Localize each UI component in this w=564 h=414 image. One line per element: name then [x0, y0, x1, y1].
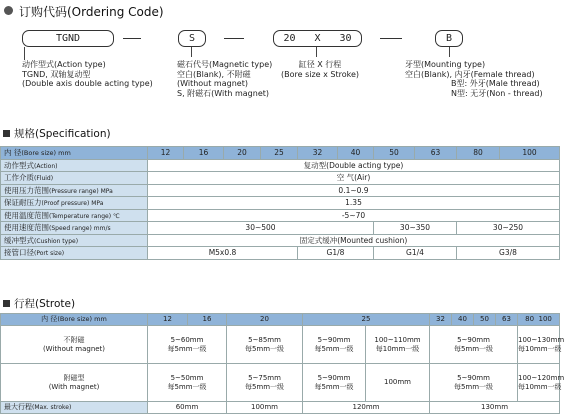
- bore-size-cell: 63: [415, 147, 457, 160]
- stroke-row-label: 不附磁 (Without magnet): [1, 326, 148, 364]
- spec-row-label: 接管口径(Port size): [1, 247, 148, 260]
- stroke-cell: 5~50mm 每5mm一级: [148, 364, 227, 402]
- stroke-row-no-magnet: [1, 326, 560, 364]
- stroke-header-label: 内 径(Bore size) mm: [1, 314, 148, 326]
- spec-row-fluid: [1, 172, 560, 185]
- stroke-row-max: [1, 402, 560, 414]
- thread-type-legend: 牙型(Mounting type) 空白(Blank), 内牙(Female thread) B型: 外牙(Male thread) N型: 无牙(Non - thread): [405, 60, 543, 98]
- stroke-cell: 130mm: [430, 402, 560, 414]
- stroke-cell: 5~60mm 每5mm一级: [148, 326, 227, 364]
- stroke-cell: 5~75mm 每5mm一级: [227, 364, 303, 402]
- action-type-legend: 动作型式(Action type) TGND, 双轴复动型 (Double axis double acting type): [22, 60, 153, 89]
- spec-value: 30~250: [457, 222, 560, 235]
- stroke-row-label: 附磁型 (With magnet): [1, 364, 148, 402]
- bore-size-cell: 50: [374, 147, 415, 160]
- stroke-cell: 5~90mm 每5mm一级: [303, 326, 366, 364]
- spec-value: 空 气(Air): [148, 172, 560, 185]
- spec-value: 30~500: [148, 222, 374, 235]
- code-dash: [224, 38, 244, 39]
- code-magnet: S: [188, 33, 196, 44]
- bore-size-cell: 16: [184, 147, 224, 160]
- stroke-cell: 100~110mm 每10mm一级: [366, 326, 430, 364]
- connector-line: [191, 47, 192, 57]
- spec-value: G1/4: [374, 247, 457, 260]
- code-thread: B: [445, 33, 453, 44]
- spec-row-label: 缓冲型式(Cushion type): [1, 234, 148, 247]
- bore-size-cell: 63: [496, 314, 518, 326]
- bore-size-cell: 100: [500, 147, 560, 160]
- bore-size-cell: 50: [474, 314, 496, 326]
- spec-row-cushion: [1, 234, 560, 247]
- bore-size-cell: 25: [303, 314, 430, 326]
- code-bore-stroke-box: [273, 30, 362, 47]
- stroke-cell: 100~120mm 每10mm一级: [518, 364, 560, 402]
- spec-header-label: 内 径(Bore size) mm: [1, 147, 148, 160]
- bore-size-cell: 25: [261, 147, 298, 160]
- bore-size-cell: 12: [148, 314, 188, 326]
- stroke-table: [0, 313, 564, 414]
- connector-line: [24, 47, 25, 60]
- stroke-row-magnet: [1, 364, 560, 402]
- bore-size-cell: 16: [188, 314, 227, 326]
- spec-value: 0.1~0.9: [148, 184, 560, 197]
- stroke-cell: 5~85mm 每5mm一级: [227, 326, 303, 364]
- stroke-cell: 60mm: [148, 402, 227, 414]
- spec-value: 30~350: [374, 222, 457, 235]
- bore-size-cell: 80 100: [518, 314, 560, 326]
- bore-size-cell: 40: [452, 314, 474, 326]
- bore-size-cell: 20: [224, 147, 261, 160]
- code-x: X: [314, 33, 321, 44]
- spec-row-port: [1, 247, 560, 260]
- code-dash: [123, 38, 141, 39]
- spec-row-label: 使用压力范围(Pressure range) MPa: [1, 184, 148, 197]
- spec-row-label: 动作型式(Action): [1, 159, 148, 172]
- stroke-cell: 5~90mm 每5mm一级: [430, 326, 518, 364]
- code-bore: 20: [283, 33, 296, 44]
- stroke-row-label: 最大行程(Max. stroke): [1, 402, 148, 414]
- spec-row-speed: [1, 222, 560, 235]
- bore-size-cell: 32: [298, 147, 338, 160]
- spec-value: G3/8: [457, 247, 560, 260]
- section-bullet-icon: [4, 6, 13, 15]
- bore-size-cell: 32: [430, 314, 452, 326]
- section-bullet-icon: [3, 300, 10, 307]
- code-magnet-box: [178, 30, 206, 47]
- bore-size-cell: 40: [338, 147, 374, 160]
- spec-value: 固定式缓冲(Mounted cushion): [148, 234, 560, 247]
- spec-value: M5x0.8: [148, 247, 298, 260]
- spec-row-proof-pressure: [1, 197, 560, 210]
- stroke-header-row: [1, 314, 560, 326]
- connector-line: [449, 47, 450, 57]
- stroke-cell: 5~90mm 每5mm一级: [303, 364, 366, 402]
- code-dash: [380, 38, 402, 39]
- bore-size-cell: 80: [457, 147, 500, 160]
- stroke-cell: 120mm: [303, 402, 430, 414]
- ordering-code-title: 订购代码(Ordering Code): [19, 5, 164, 19]
- spec-row-label: 使用速度范围(Speed range) mm/s: [1, 222, 148, 235]
- stroke-title: 行程(Strote): [14, 298, 76, 310]
- spec-row-label: 工作介质(Fluid): [1, 172, 148, 185]
- spec-row-temperature: [1, 209, 560, 222]
- spec-value: 1.35: [148, 197, 560, 210]
- spec-row-action: [1, 159, 560, 172]
- stroke-cell: 100mm: [227, 402, 303, 414]
- stroke-cell: 5~90mm 每5mm一级: [430, 364, 518, 402]
- code-series-box: [22, 30, 114, 47]
- section-bullet-icon: [3, 130, 10, 137]
- stroke-cell: 100~130mm 每10mm一级: [518, 326, 560, 364]
- bore-size-cell: 20: [227, 314, 303, 326]
- spec-header-row: [1, 147, 560, 160]
- stroke-cell: 100mm: [366, 364, 430, 402]
- bore-stroke-legend: 缸径 X 行程 (Bore size x Stroke): [281, 60, 360, 79]
- spec-row-label: 保证耐压力(Proof pressure) MPa: [1, 197, 148, 210]
- spec-row-pressure: [1, 184, 560, 197]
- bore-size-cell: 12: [148, 147, 184, 160]
- spec-title: 规格(Specification): [14, 128, 111, 140]
- spec-value: 复动型(Double acting type): [148, 159, 560, 172]
- spec-table: [0, 146, 560, 260]
- code-thread-box: [435, 30, 463, 47]
- magnetic-type-legend: 磁石代号(Magnetic type) 空白(Blank), 不附磁 (Without magnet) S, 附磁石(With magnet): [177, 60, 273, 98]
- code-series: TGND: [55, 33, 81, 44]
- spec-row-label: 使用温度范围(Temperature range) ℃: [1, 209, 148, 222]
- spec-value: G1/8: [298, 247, 374, 260]
- spec-value: -5~70: [148, 209, 560, 222]
- connector-line: [316, 47, 317, 57]
- code-stroke: 30: [339, 33, 352, 44]
